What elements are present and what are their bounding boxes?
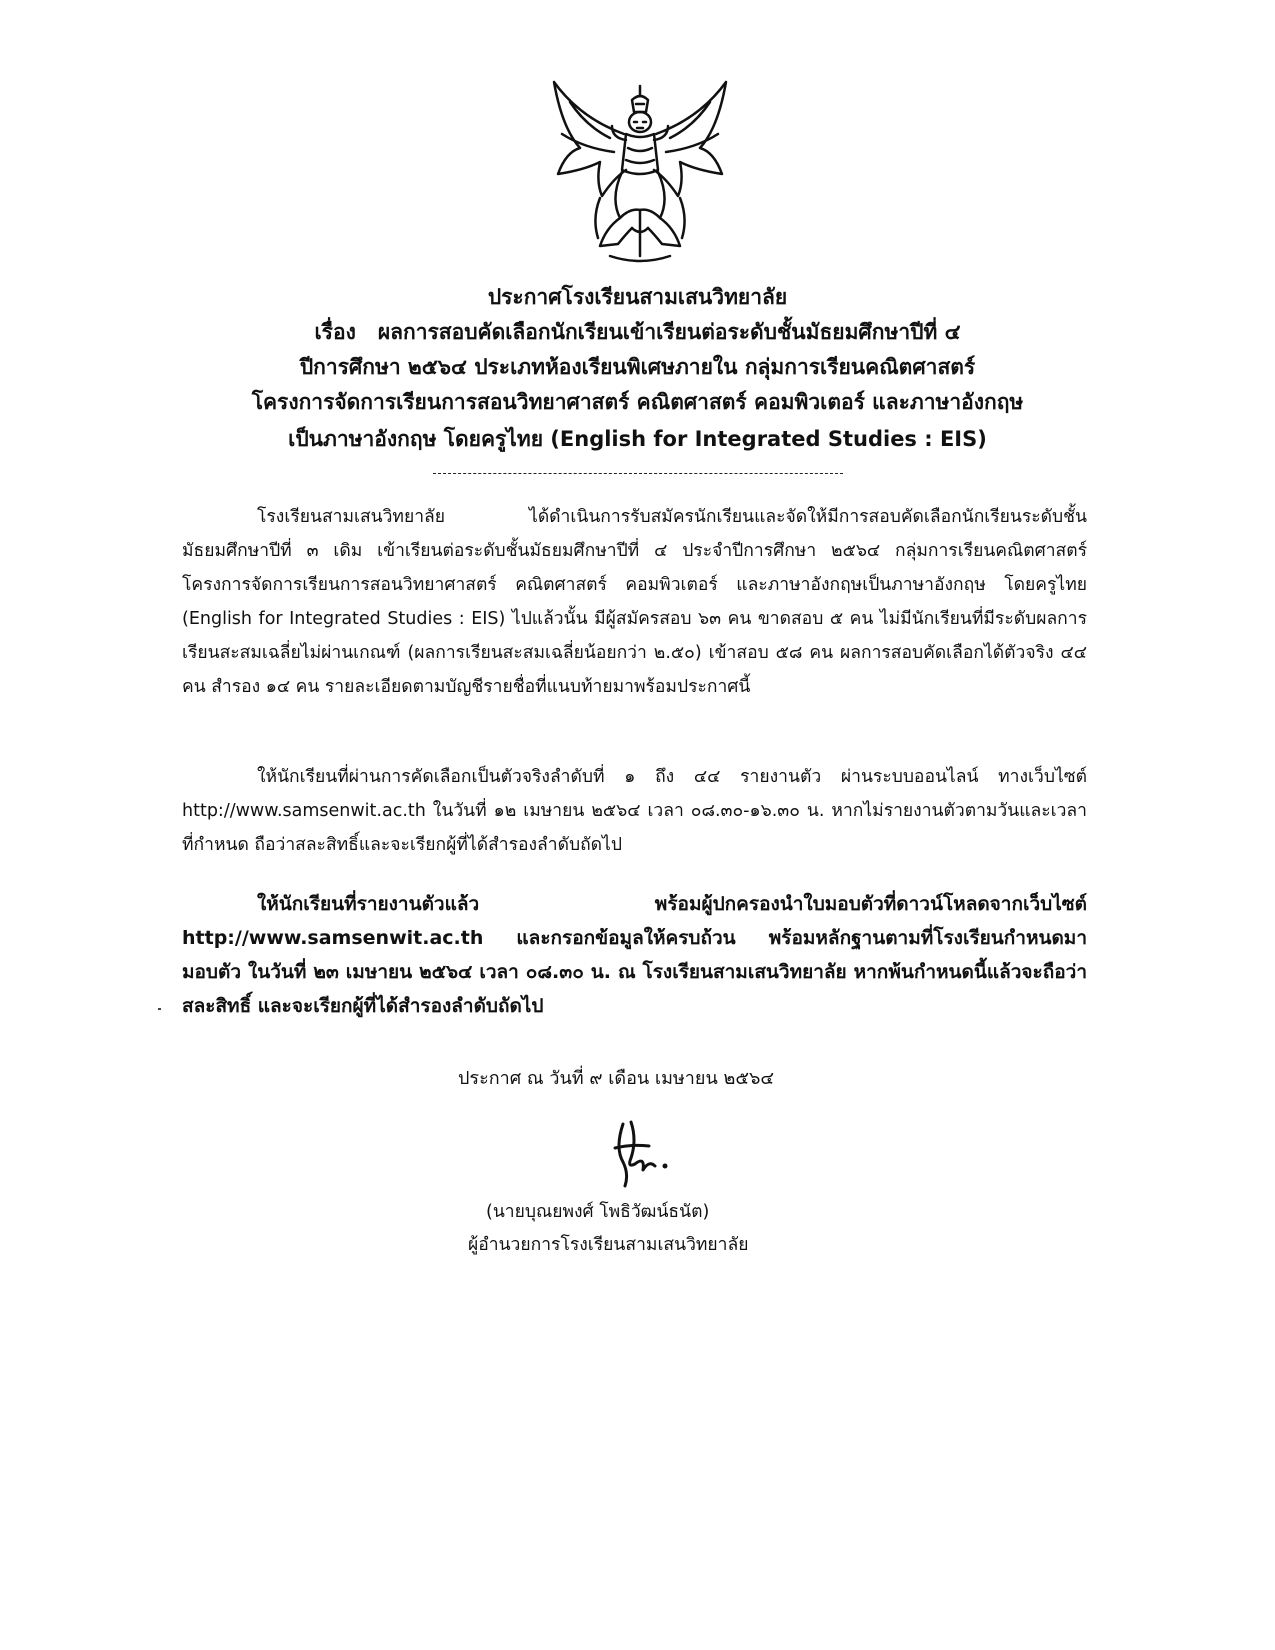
subject-line-2: ปีการศึกษา ๒๕๖๔ ประเภทห้องเรียนพิเศษภายใน กลุ่มการเรียนคณิตศาสตร์ bbox=[299, 355, 976, 379]
divider bbox=[433, 473, 843, 474]
paragraph-results: โรงเรียนสามเสนวิทยาลัย ได้ดำเนินการรับสมัครนักเรียนและจัดให้มีการสอบคัดเลือกนักเรียนระดับชั้นมัธยมศึกษาปีที่ ๓ เดิม เข้าเรียนต่อระดับชั้นมัธยมศึกษาปีที่ ๔ ประจำปีการศึกษา ๒๕๖๔ กลุ่มการเรียนคณิตศาสตร์ โครงการจัดการเรียนการสอนวิทยาศาสตร์ คณิตศาสตร์ คอมพิวเตอร์ และภาษาอังกฤษเป็นภาษาอังกฤษ โดยครูไทย (English for Integrated Studies : EIS) ไปแล้วนั้น มีผู้สมัครสอบ ๖๓ คน ขาดสอบ ๕ คน ไม่มีนักเรียนที่มีระดับผลการเรียนสะสมเฉลี่ยไม่ผ่านเกณฑ์ (ผลการเรียนสะสมเฉลี่ยน้อยกว่า ๒.๕๐) เข้าสอบ ๕๘ คน ผลการสอบคัดเลือกได้ตัวจริง ๔๔ คน สำรอง ๑๔ คน รายละเอียดตามบัญชีรายชื่อที่แนบท้ายมาพร้อมประกาศนี้ bbox=[182, 507, 1087, 697]
signer-name: (นายบุณยพงศ์ โพธิวัฒน์ธนัต) bbox=[486, 1202, 710, 1222]
scan-speck bbox=[158, 1008, 161, 1010]
subject-line-1 bbox=[140, 322, 1135, 343]
subject-line-1-text: ผลการสอบคัดเลือกนักเรียนเข้าเรียนต่อระดับชั้นมัธยมศึกษาปีที่ ๔ bbox=[377, 320, 961, 344]
announcement-date: ประกาศ ณ วันที่ ๙ เดือน เมษายน ๒๕๖๔ bbox=[458, 1068, 775, 1089]
signer-title: ผู้อำนวยการโรงเรียนสามเสนวิทยาลัย bbox=[468, 1235, 749, 1255]
paragraph-online-report: ให้นักเรียนที่ผ่านการคัดเลือกเป็นตัวจริงลำดับที่ ๑ ถึง ๔๔ รายงานตัว ผ่านระบบออนไลน์ ทางเว็บไซต์ http://www.samsenwit.ac.th ในวันที่ ๑๒ เมษายน ๒๕๖๔ เวลา ๐๘.๓๐-๑๖.๓๐ น. หากไม่รายงานตัวตามวันและเวลาที่กำหนด ถือว่าสละสิทธิ์และจะเรียกผู้ที่ได้สำรองลำดับถัดไป bbox=[182, 767, 1087, 855]
subject-line-4: เป็นภาษาอังกฤษ โดยครูไทย (English for Integrated Studies : EIS) bbox=[288, 427, 987, 451]
subject-line-3: โครงการจัดการเรียนการสอนวิทยาศาสตร์ คณิตศาสตร์ คอมพิวเตอร์ และภาษาอังกฤษ bbox=[251, 390, 1024, 414]
signature bbox=[605, 1118, 675, 1190]
garuda-emblem bbox=[540, 78, 740, 268]
announcement-title: ประกาศโรงเรียนสามเสนวิทยาลัย bbox=[487, 285, 788, 309]
subject-label: เรื่อง bbox=[314, 320, 356, 344]
paragraph-enrollment: ให้นักเรียนที่รายงานตัวแล้ว พร้อมผู้ปกครองนำใบมอบตัวที่ดาวน์โหลดจากเว็บไซต์ http://www.samsenwit.ac.th และกรอกข้อมูลให้ครบถ้วน พร้อมหลักฐานตามที่โรงเรียนกำหนดมามอบตัว ในวันที่ ๒๓ เมษายน ๒๕๖๔ เวลา ๐๘.๓๐ น. ณ โรงเรียนสามเสนวิทยาลัย หากพ้นกำหนดนี้แล้วจะถือว่าสละสิทธิ์ และจะเรียกผู้ที่ได้สำรองลำดับถัดไป bbox=[182, 893, 1087, 1017]
